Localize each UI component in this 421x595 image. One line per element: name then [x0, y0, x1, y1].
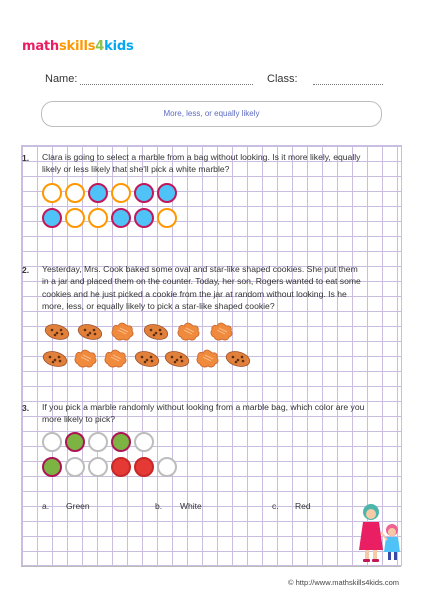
question-2-line: cookies and he just picked a cookie from the jar at random without looking. Is he — [42, 288, 347, 299]
question-3-number: 3. — [22, 403, 30, 413]
oval-cookie-icon — [225, 349, 251, 369]
option-b-text[interactable]: White — [180, 501, 202, 511]
logo-part-skills: skills — [59, 39, 96, 54]
green-marble — [111, 432, 131, 452]
white-marble — [42, 183, 62, 203]
oval-cookie-icon — [44, 322, 70, 342]
white-marble — [88, 208, 108, 228]
name-label: Name: — [45, 73, 78, 85]
white-marble — [111, 183, 131, 203]
question-1-line: likely or less likely that she'll pick a white marble? — [42, 164, 230, 175]
logo-part-kids: kids — [104, 39, 134, 54]
site-logo — [22, 39, 134, 54]
question-3-line: more likely to pick? — [42, 414, 116, 425]
blue-marble — [42, 208, 62, 228]
oval-cookie-icon — [77, 322, 103, 342]
star-cookie-icon — [209, 322, 235, 342]
blue-marble — [111, 208, 131, 228]
question-2-text — [42, 263, 361, 312]
red-marble — [134, 457, 154, 477]
oval-cookie-icon — [134, 349, 160, 369]
white-marble — [88, 432, 108, 452]
green-marble — [42, 457, 62, 477]
question-2-number: 2. — [22, 265, 30, 275]
blue-marble — [134, 183, 154, 203]
white-marble — [42, 432, 62, 452]
option-b-letter: b. — [155, 501, 163, 511]
worksheet-title: More, less, or equally likely — [41, 101, 382, 127]
blue-marble — [134, 208, 154, 228]
white-marble — [157, 208, 177, 228]
white-marble — [65, 183, 85, 203]
question-2-line: Yesterday, Mrs. Cook baked some oval and star-like shaped cookies. She put them — [42, 264, 358, 274]
option-a-text[interactable]: Green — [66, 501, 90, 511]
logo-part-4: 4 — [95, 39, 105, 54]
question-3-text — [42, 401, 364, 426]
white-marble — [65, 457, 85, 477]
white-marble — [134, 432, 154, 452]
star-cookie-icon — [110, 322, 136, 342]
kids-illustration — [355, 502, 405, 564]
star-cookie-icon — [195, 349, 221, 369]
red-marble — [111, 457, 131, 477]
white-marble — [157, 457, 177, 477]
star-cookie-icon — [176, 322, 202, 342]
option-a-letter: a. — [42, 501, 50, 511]
class-field-line — [313, 84, 383, 85]
white-marble — [65, 208, 85, 228]
question-3-line: If you pick a marble randomly without looking from a marble bag, which color are you — [42, 402, 365, 412]
name-field-line — [80, 84, 253, 85]
question-2-line: in a jar and placed them on the counter. Today, her son, Rogers wanted to eat some — [42, 276, 361, 287]
blue-marble — [88, 183, 108, 203]
option-c-letter: c. — [272, 501, 279, 511]
oval-cookie-icon — [164, 349, 190, 369]
oval-cookie-icon — [42, 349, 68, 369]
question-1-line: Clara is going to select a marble from a bag without looking. Is it more likely, equally — [42, 152, 361, 162]
option-c-text[interactable]: Red — [295, 501, 311, 511]
question-2-line: more, less, or equally likely to pick a star-like shaped cookie? — [42, 300, 275, 311]
question-1-text — [42, 151, 360, 176]
star-cookie-icon — [103, 349, 129, 369]
question-1-number: 1. — [22, 153, 30, 163]
oval-cookie-icon — [143, 322, 169, 342]
green-marble — [65, 432, 85, 452]
star-cookie-icon — [73, 349, 99, 369]
white-marble — [88, 457, 108, 477]
blue-marble — [157, 183, 177, 203]
logo-part-math: math — [22, 39, 59, 54]
footer-divider — [21, 566, 401, 567]
class-label: Class: — [267, 73, 298, 85]
copyright-text[interactable]: © http://www.mathskills4kids.com — [288, 578, 399, 587]
